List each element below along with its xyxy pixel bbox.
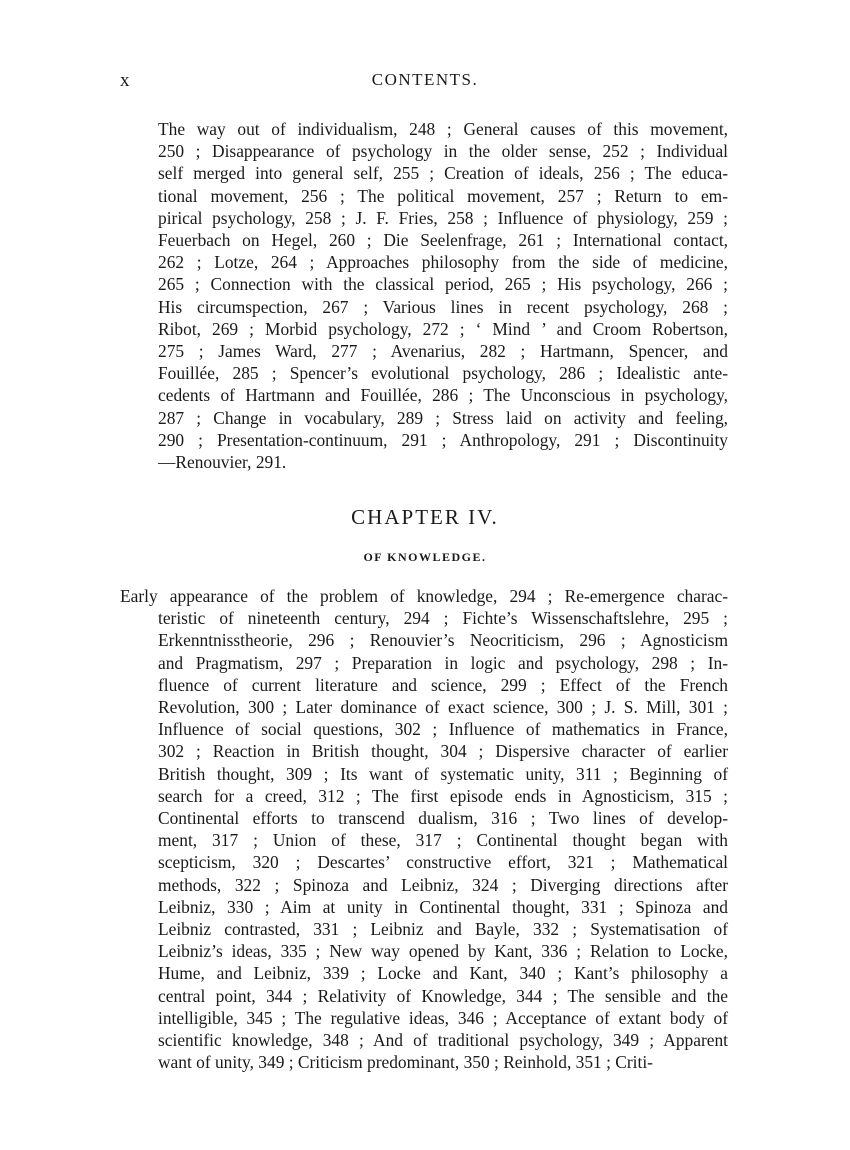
text-line: pirical psychology, 258 ; J. F. Fries, 258 ; Influence of physiology, 259 ;: [158, 207, 728, 228]
text-line: fluence of current literature and science, 299 ; Effect of the French: [158, 674, 728, 695]
text-line: Hume, and Leibniz, 339 ; Locke and Kant, 340 ; Kant’s philosophy a: [158, 963, 728, 984]
text-line: methods, 322 ; Spinoza and Leibniz, 324 ; Diverging directions after: [158, 874, 728, 895]
chapter-four-summary: [120, 585, 728, 1073]
text-line: Continental efforts to transcend dualism, 316 ; Two lines of develop-: [158, 808, 728, 829]
text-line: 262 ; Lotze, 264 ; Approaches philosophy from the side of medicine,: [158, 252, 728, 273]
text-line: Feuerbach on Hegel, 260 ; Die Seelenfrage, 261 ; International contact,: [158, 230, 728, 251]
page-number: x: [120, 70, 131, 91]
text-line: Revolution, 300 ; Later dominance of exact science, 300 ; J. S. Mill, 301 ;: [158, 697, 728, 718]
text-line: 287 ; Change in vocabulary, 289 ; Stress laid on activity and feeling,: [158, 407, 728, 428]
text-line: tional movement, 256 ; The political movement, 257 ; Return to em-: [158, 185, 728, 206]
text-line: teristic of nineteenth century, 294 ; Fichte’s Wissenschaftslehre, 295 ;: [158, 608, 728, 629]
text-line: central point, 344 ; Relativity of Knowledge, 344 ; The sensible and the: [158, 985, 728, 1006]
text-line: want of unity, 349 ; Criticism predominant, 350 ; Reinhold, 351 ; Criti-: [158, 1052, 653, 1073]
text-line: and Pragmatism, 297 ; Preparation in logic and psychology, 298 ; In-: [158, 652, 728, 673]
text-line: ment, 317 ; Union of these, 317 ; Continental thought began with: [158, 830, 728, 851]
text-line: 265 ; Connection with the classical period, 265 ; His psychology, 266 ;: [158, 274, 728, 295]
text-line: Influence of social questions, 302 ; Influence of mathematics in France,: [158, 719, 728, 740]
text-line: intelligible, 345 ; The regulative ideas, 346 ; Acceptance of extant body of: [158, 1007, 728, 1028]
text-line: Erkenntnisstheorie, 296 ; Renouvier’s Neocriticism, 296 ; Agnosticism: [158, 630, 728, 651]
text-line: Leibniz contrasted, 331 ; Leibniz and Bayle, 332 ; Systematisation of: [158, 919, 728, 940]
text-line: Early appearance of the problem of knowledge, 294 ; Re-emergence charac-: [120, 586, 728, 606]
text-line: The way out of individualism, 248 ; General causes of this movement,: [158, 119, 728, 139]
text-line: cedents of Hartmann and Fouillée, 286 ; The Unconscious in psychology,: [158, 385, 728, 406]
page-header: [120, 70, 730, 94]
text-line: scepticism, 320 ; Descartes’ constructive effort, 321 ; Mathematical: [158, 852, 728, 873]
text-line: Leibniz’s ideas, 335 ; New way opened by Kant, 336 ; Relation to Locke,: [158, 941, 728, 962]
text-line: Fouillée, 285 ; Spencer’s evolutional psychology, 286 ; Idealistic ante-: [158, 363, 728, 384]
chapter-title: CHAPTER IV.: [351, 505, 499, 529]
text-line: 275 ; James Ward, 277 ; Avenarius, 282 ; Hartmann, Spencer, and: [158, 341, 728, 362]
running-title: CONTENTS.: [371, 70, 479, 89]
text-line: His circumspection, 267 ; Various lines in recent psychology, 268 ;: [158, 296, 728, 317]
chapter-three-summary: [158, 118, 728, 473]
text-line: scientific knowledge, 348 ; And of traditional psychology, 349 ; Apparent: [158, 1030, 728, 1051]
text-line: self merged into general self, 255 ; Creation of ideals, 256 ; The educa-: [158, 163, 728, 184]
text-line: 250 ; Disappearance of psychology in the older sense, 252 ; Individual: [158, 141, 728, 162]
text-line: British thought, 309 ; Its want of systematic unity, 311 ; Beginning of: [158, 763, 728, 784]
text-line: 290 ; Presentation-continuum, 291 ; Anthropology, 291 ; Discontinuity: [158, 429, 728, 450]
text-line: Ribot, 269 ; Morbid psychology, 272 ; ‘ Mind ’ and Croom Robertson,: [158, 318, 728, 339]
text-line: Leibniz, 330 ; Aim at unity in Continental thought, 331 ; Spinoza and: [158, 896, 728, 917]
text-line: 302 ; Reaction in British thought, 304 ; Dispersive character of earlier: [158, 741, 728, 762]
chapter-subtitle: OF KNOWLEDGE.: [363, 550, 487, 564]
text-line: search for a creed, 312 ; The first episode ends in Agnosticism, 315 ;: [158, 785, 728, 806]
text-line: —Renouvier, 291.: [158, 452, 287, 473]
